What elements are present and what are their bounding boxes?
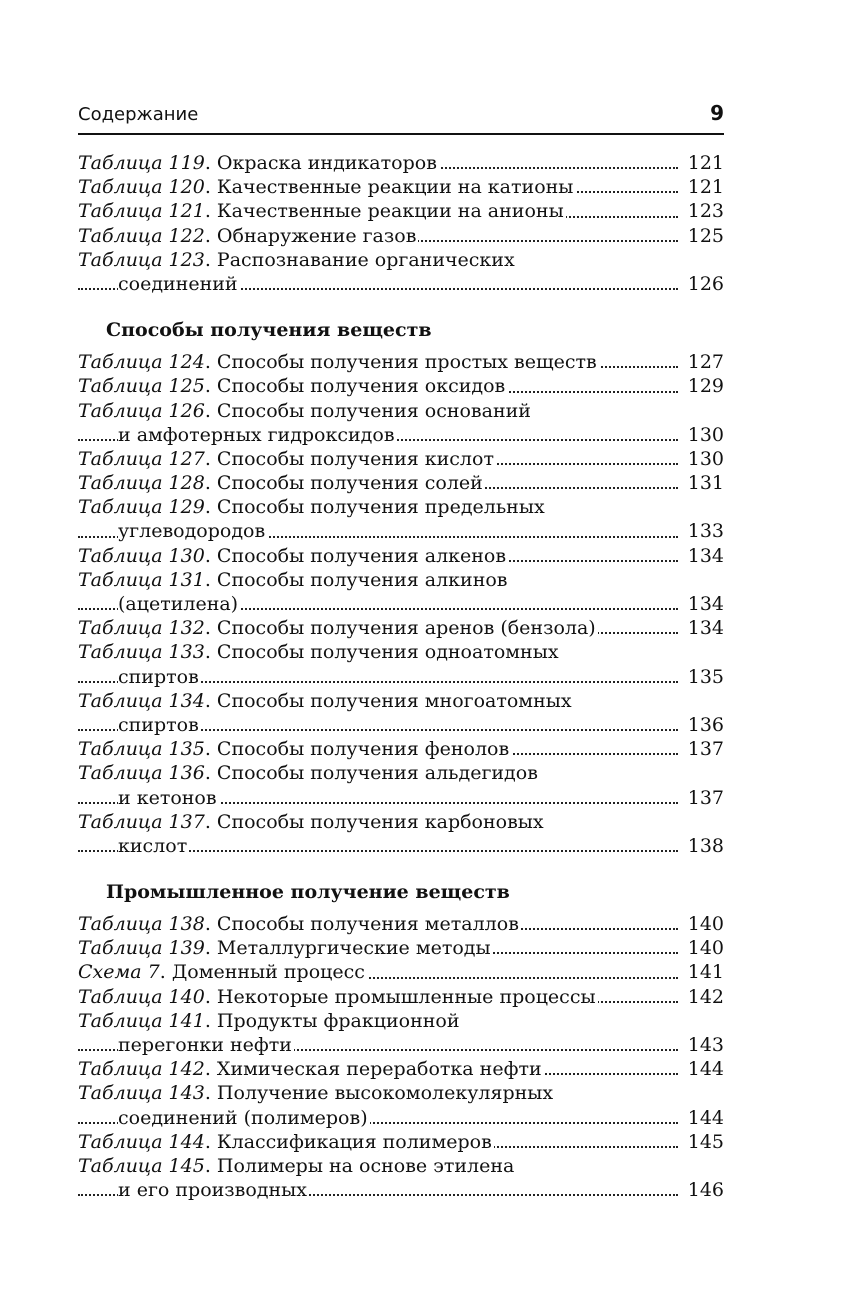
toc-entry-text: Таблица 141. Продукты фракционной (78, 1009, 460, 1032)
toc-entry-line (78, 936, 724, 960)
toc-section (78, 318, 724, 858)
toc-entry[interactable] (78, 1154, 724, 1202)
toc-entry-line (78, 151, 724, 175)
toc-entry-line (78, 1178, 724, 1202)
toc-entry-line (78, 495, 724, 519)
toc-entry-line (78, 1081, 724, 1105)
toc-entry-title: Способы получения аренов (бензола) (216, 617, 596, 640)
toc-entry-line (78, 713, 724, 737)
toc-entry-line (78, 960, 724, 984)
toc-entry-title: Окраска индикаторов (216, 152, 437, 174)
page-header (78, 100, 724, 135)
toc-entry-text: Таблица 138. Способы получения металлов (78, 913, 519, 936)
toc-entry-title: Химическая переработка нефти (216, 1058, 542, 1081)
toc-entry-title: Способы получения фенолов (216, 738, 510, 761)
toc-entry-title: Способы получения одноатомных (216, 641, 559, 664)
toc-entry-page: 130 (678, 423, 724, 447)
toc-entry-line (78, 689, 724, 713)
toc-entry-line (78, 737, 724, 761)
toc-entry-label: Таблица 125 (78, 375, 205, 398)
toc-entry-text (118, 1034, 294, 1056)
toc-entry-title: (ацетилена) (118, 593, 239, 615)
toc-entry-page: 134 (678, 592, 724, 616)
toc-entry-title: и кетонов (118, 786, 217, 809)
toc-entry-line (78, 248, 724, 272)
toc-entry-label: Таблица 140 (78, 985, 205, 1008)
toc-entry-label: Таблица 124 (78, 351, 205, 374)
toc-entry-label: Таблица 139 (78, 937, 205, 960)
toc-entry-text: Таблица 144. Классификация полимеров (78, 1130, 492, 1153)
toc-entry-text (118, 835, 189, 857)
toc-entry-line (78, 447, 724, 471)
toc-entry-page: 141 (678, 960, 724, 984)
toc-entry-title: Способы получения металлов (216, 913, 519, 936)
toc-entry-title: Способы получения алкинов (216, 568, 508, 591)
toc-entry[interactable] (78, 640, 724, 688)
toc-page (78, 100, 724, 1202)
toc-entry-page: 133 (678, 519, 724, 543)
table-of-contents (78, 151, 724, 1202)
toc-entry-text (118, 1107, 370, 1129)
toc-entry-text: Таблица 132. Способы получения аренов (бензола) (78, 617, 596, 640)
toc-entry-text: Таблица 140. Некоторые промышленные процессы (78, 985, 596, 1008)
toc-entry-title: соединений (полимеров) (118, 1106, 368, 1129)
page-number: 9 (710, 101, 724, 125)
toc-entry-text: Таблица 136. Способы получения альдегидов (78, 762, 538, 785)
toc-entry-text: Таблица 124. Способы получения простых веществ (78, 351, 597, 374)
toc-entry[interactable] (78, 737, 724, 761)
toc-entry-text (118, 666, 201, 688)
toc-entry-label: Схема 7 (78, 961, 160, 984)
toc-entry-text (118, 273, 240, 295)
toc-entry-page: 143 (678, 1033, 724, 1057)
toc-entry-title: Качественные реакции на анионы (216, 200, 564, 223)
toc-entry-line (78, 175, 724, 199)
toc-entry-label: Таблица 123 (78, 248, 205, 271)
toc-entry-text: Таблица 134. Способы получения многоатомных (78, 689, 572, 712)
toc-entry-text (118, 787, 219, 809)
toc-entry-page: 134 (678, 616, 724, 640)
toc-entry-title: Распознавание органических (216, 248, 515, 271)
toc-entry-label: Таблица 136 (78, 762, 205, 785)
toc-entry-page: 123 (678, 199, 724, 223)
toc-entry-page: 125 (678, 224, 724, 248)
toc-entry[interactable] (78, 568, 724, 616)
toc-entry-page: 121 (678, 175, 724, 199)
toc-entry-title: Получение высокомолекулярных (216, 1082, 554, 1105)
toc-entry-text: Таблица 143. Получение высокомолекулярных (78, 1082, 554, 1105)
toc-entry-page: 145 (678, 1130, 724, 1154)
toc-entry-label: Таблица 133 (78, 641, 205, 664)
toc-entry-page: 140 (678, 912, 724, 936)
toc-entry-line (78, 665, 724, 689)
header-title: Содержание (78, 104, 199, 125)
toc-entry-page: 137 (678, 786, 724, 810)
toc-entry[interactable] (78, 151, 724, 175)
toc-entry-line (78, 761, 724, 785)
toc-entry-title: Продукты фракционной (216, 1009, 460, 1032)
toc-entry[interactable] (78, 810, 724, 858)
toc-entry-page: 142 (678, 985, 724, 1009)
toc-entry-label: Таблица 128 (78, 472, 205, 495)
toc-entry-title: Доменный процесс (171, 961, 365, 984)
toc-entry-page: 129 (678, 374, 724, 398)
toc-entry[interactable] (78, 224, 724, 248)
toc-entry-line (78, 519, 724, 543)
toc-entry[interactable] (78, 471, 724, 495)
toc-entry-title: Способы получения алкенов (216, 544, 507, 567)
toc-entry-text: Таблица 137. Способы получения карбоновых (78, 810, 544, 833)
toc-entry-page: 126 (678, 272, 724, 296)
toc-entry-line (78, 350, 724, 374)
toc-entry-text (118, 593, 240, 615)
toc-entry-text (118, 1179, 309, 1201)
toc-entry-label: Таблица 129 (78, 496, 205, 519)
toc-entry-title: Некоторые промышленные процессы (216, 985, 596, 1008)
toc-entry-title: спиртов (118, 665, 199, 688)
toc-entry-title: Способы получения оснований (216, 399, 531, 422)
toc-entry[interactable] (78, 447, 724, 471)
toc-entry-title: и его производных (118, 1179, 308, 1202)
toc-entry-label: Таблица 120 (78, 176, 205, 199)
toc-entry-line (78, 423, 724, 447)
toc-entry-line (78, 834, 724, 858)
toc-entry-title: Способы получения оксидов (216, 375, 506, 398)
toc-entry-text: Таблица 145. Полимеры на основе этилена (78, 1154, 515, 1177)
toc-entry-page: 131 (678, 471, 724, 495)
toc-entry-line (78, 810, 724, 834)
toc-entry-title: Способы получения солей (216, 472, 483, 495)
toc-entry[interactable] (78, 374, 724, 398)
toc-entry-line (78, 592, 724, 616)
toc-entry-text: Таблица 119. Окраска индикаторов (78, 152, 437, 174)
toc-entry-label: Таблица 122 (78, 224, 205, 247)
toc-entry-line (78, 1009, 724, 1033)
toc-entry-label: Таблица 131 (78, 568, 205, 591)
toc-entry-page: 138 (678, 834, 724, 858)
toc-entry-text: Таблица 133. Способы получения одноатомных (78, 641, 559, 664)
toc-entry-text: Таблица 122. Обнаружение газов (78, 224, 417, 247)
toc-entry-title: Способы получения карбоновых (216, 810, 544, 833)
toc-entry-text: Таблица 128. Способы получения солей (78, 472, 483, 495)
toc-entry-label: Таблица 132 (78, 617, 205, 640)
toc-section (78, 151, 724, 296)
toc-entry-page: 146 (678, 1178, 724, 1202)
section-title: Промышленное получение веществ (106, 881, 510, 904)
toc-entry-line (78, 568, 724, 592)
toc-entry[interactable] (78, 1057, 724, 1081)
toc-entry-label: Таблица 137 (78, 810, 205, 833)
toc-entry-line (78, 399, 724, 423)
toc-entry-title: углеводородов (118, 520, 266, 543)
toc-entry-title: Способы получения простых веществ (216, 351, 597, 374)
toc-entry-line (78, 1130, 724, 1154)
toc-entry-text (118, 424, 397, 446)
toc-entry-label: Таблица 142 (78, 1058, 205, 1081)
toc-entry[interactable] (78, 248, 724, 296)
toc-entry-text: Таблица 127. Способы получения кислот (78, 447, 494, 470)
toc-entry-text: Таблица 126. Способы получения оснований (78, 399, 531, 422)
toc-entry-text (118, 714, 201, 736)
toc-entry-text: Таблица 130. Способы получения алкенов (78, 544, 507, 567)
toc-entry-page: 136 (678, 713, 724, 737)
toc-entry-page: 135 (678, 665, 724, 689)
section-title: Способы получения веществ (106, 319, 432, 342)
toc-entry-text: Таблица 139. Металлургические методы (78, 937, 491, 960)
toc-entry-title: Способы получения альдегидов (216, 762, 538, 785)
toc-entry-title: соединений (118, 272, 238, 295)
toc-entry-title: Способы получения многоатомных (216, 689, 572, 712)
toc-entry-line (78, 224, 724, 248)
toc-entry-page: 144 (678, 1106, 724, 1130)
toc-entry-page: 134 (678, 544, 724, 568)
toc-entry-text: Таблица 135. Способы получения фенолов (78, 738, 510, 761)
toc-entry-line (78, 985, 724, 1009)
toc-entry-title: Металлургические методы (216, 937, 491, 960)
toc-entry[interactable] (78, 960, 724, 984)
toc-entry-title: Способы получения предельных (216, 496, 545, 519)
toc-entry[interactable] (78, 1009, 724, 1057)
toc-entry-label: Таблица 144 (78, 1130, 205, 1153)
toc-entry-label: Таблица 126 (78, 399, 205, 422)
toc-entry-label: Таблица 127 (78, 447, 205, 470)
toc-entry-page: 137 (678, 737, 724, 761)
toc-entry-page: 140 (678, 936, 724, 960)
toc-entry-label: Таблица 141 (78, 1009, 205, 1032)
toc-entry-line (78, 374, 724, 398)
toc-entry[interactable] (78, 1130, 724, 1154)
toc-entry-title: перегонки нефти (118, 1034, 292, 1056)
toc-entry-line (78, 786, 724, 810)
toc-entry-text: Таблица 131. Способы получения алкинов (78, 568, 508, 591)
toc-entry-title: кислот (118, 834, 188, 857)
toc-entry-line (78, 912, 724, 936)
toc-entry-label: Таблица 119 (78, 152, 205, 174)
toc-entry[interactable] (78, 761, 724, 809)
toc-entry-title: Полимеры на основе этилена (216, 1154, 515, 1177)
toc-entry-label: Таблица 145 (78, 1154, 205, 1177)
toc-entry-line (78, 1033, 724, 1057)
toc-entry[interactable] (78, 985, 724, 1009)
toc-entry-text: Таблица 121. Качественные реакции на анионы (78, 200, 564, 223)
toc-entry-title: Качественные реакции на катионы (216, 176, 574, 199)
toc-entry-label: Таблица 138 (78, 913, 205, 936)
toc-entry-line (78, 640, 724, 664)
toc-entry-page: 130 (678, 447, 724, 471)
toc-entry[interactable] (78, 689, 724, 737)
toc-entry[interactable] (78, 936, 724, 960)
toc-entry-line (78, 544, 724, 568)
toc-entry[interactable] (78, 616, 724, 640)
toc-entry-label: Таблица 134 (78, 689, 205, 712)
toc-entry-text (118, 520, 267, 542)
toc-entry-title: спиртов (118, 713, 199, 736)
toc-entry-line (78, 616, 724, 640)
toc-entry[interactable] (78, 399, 724, 447)
toc-entry-title: и амфотерных гидроксидов (118, 423, 395, 446)
toc-entry[interactable] (78, 544, 724, 568)
toc-entry-text: Схема 7. Доменный процесс (78, 961, 365, 984)
toc-entry[interactable] (78, 912, 724, 936)
toc-entry-label: Таблица 135 (78, 738, 205, 761)
toc-entry-page: 127 (678, 350, 724, 374)
toc-entry-line (78, 1106, 724, 1130)
toc-entry-line (78, 199, 724, 223)
toc-entry-label: Таблица 143 (78, 1082, 205, 1105)
toc-entry-line (78, 471, 724, 495)
toc-entry[interactable] (78, 1081, 724, 1129)
toc-entry-text: Таблица 123. Распознавание органических (78, 248, 515, 271)
toc-entry-text: Таблица 120. Качественные реакции на катионы (78, 176, 574, 199)
toc-entry-text: Таблица 129. Способы получения предельных (78, 496, 545, 519)
toc-entry-page: 121 (678, 151, 724, 175)
toc-entry-title: Классификация полимеров (216, 1130, 492, 1153)
toc-entry[interactable] (78, 175, 724, 199)
toc-entry-line (78, 1057, 724, 1081)
toc-entry[interactable] (78, 495, 724, 543)
toc-entry-title: Обнаружение газов (216, 224, 417, 247)
toc-entry-label: Таблица 130 (78, 544, 205, 567)
toc-entry-text: Таблица 125. Способы получения оксидов (78, 375, 506, 398)
toc-entry-line (78, 1154, 724, 1178)
toc-entry[interactable] (78, 199, 724, 223)
toc-entry-line (78, 272, 724, 296)
toc-entry-label: Таблица 121 (78, 200, 205, 223)
toc-section (78, 880, 724, 1202)
toc-entry-page: 144 (678, 1057, 724, 1081)
toc-entry-title: Способы получения кислот (216, 447, 494, 470)
toc-entry[interactable] (78, 350, 724, 374)
toc-entry-text: Таблица 142. Химическая переработка нефти (78, 1058, 542, 1081)
